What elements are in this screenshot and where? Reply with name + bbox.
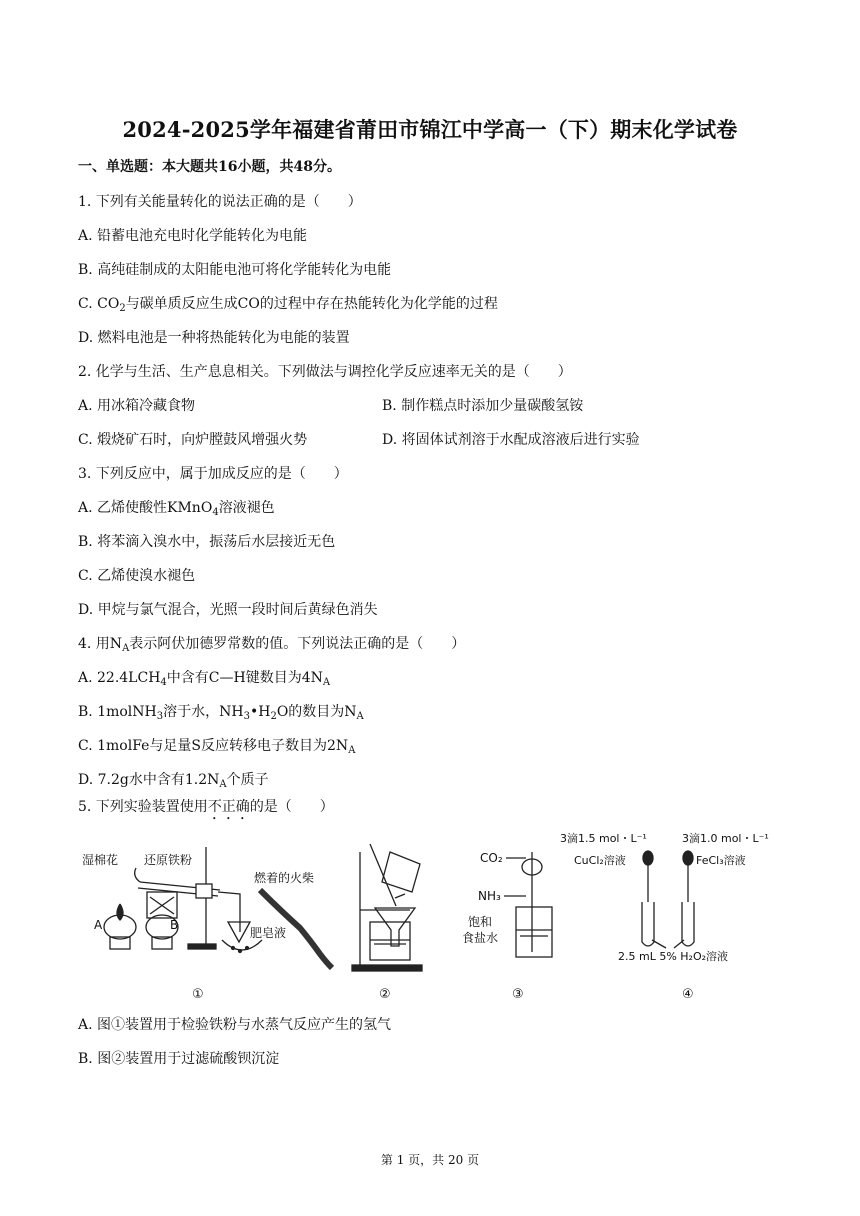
q2-option-c: C. 煅烧矿石时，向炉膛鼓风增强火势	[78, 432, 308, 448]
page-title: 2024-2025学年福建省莆田市锦江中学高一（下）期末化学试卷	[122, 117, 738, 142]
q4-option-c: C. 1molFe与足量S反应转移电子数目为$2N_A$	[78, 738, 356, 756]
fig-num-4: ④	[682, 987, 694, 1002]
apparatus-1	[82, 847, 332, 1002]
q5-apparatus-figure	[70, 822, 790, 1007]
label-h2o2: 2.5 mL 5% H₂O₂溶液	[618, 950, 729, 963]
q5-option-b: B. 图②装置用于过滤硫酸钡沉淀	[78, 1051, 280, 1067]
q4-option-a: A. $22.4LCH_4$中含有C—H键数目为$4N_A$	[78, 670, 331, 688]
q4-stem: 4. 用$N_A$表示阿伏加德罗常数的值。下列说法正确的是（ ）	[78, 636, 466, 654]
label-match: 燃着的火柴	[254, 871, 315, 885]
label-soap: 肥皂液	[250, 926, 287, 940]
label-cucl2: CuCl₂溶液	[574, 854, 626, 867]
q1-option-d: D. 燃料电池是一种将热能转化为电能的装置	[78, 330, 350, 346]
q3-option-b: B. 将苯滴入溴水中，振荡后水层接近无色	[78, 534, 336, 550]
q3-option-a: A. 乙烯使酸性KMnO$_4$溶液褪色	[78, 500, 275, 518]
label-brine-2: 食盐水	[462, 931, 499, 945]
page-footer: 第 1 页，共 20 页	[380, 1153, 480, 1167]
fig-num-2: ②	[379, 987, 391, 1002]
q5-option-a: A. 图①装置用于检验铁粉与水蒸气反应产生的氢气	[78, 1017, 392, 1033]
q2-option-d: D. 将固体试剂溶于水配成溶液后进行实验	[382, 432, 640, 448]
q1-option-c: C. $CO_2$与碳单质反应生成CO的过程中存在热能转化为化学能的过程	[78, 296, 498, 314]
q1-option-a: A. 铅蓄电池充电时化学能转化为电能	[78, 228, 308, 244]
label-co2: CO₂	[480, 851, 503, 865]
label-b: B	[170, 918, 179, 932]
q1-option-b: B. 高纯硅制成的太阳能电池可将化学能转化为电能	[78, 262, 392, 278]
fig-num-3: ③	[512, 987, 524, 1002]
label-brine-1: 饱和	[468, 915, 493, 929]
q2-stem: 2. 化学与生活、生产息息相关。下列做法与调控化学反应速率无关的是（ ）	[78, 364, 572, 380]
label-wet-cotton: 湿棉花	[82, 853, 119, 867]
q3-option-d: D. 甲烷与氯气混合，光照一段时间后黄绿色消失	[78, 602, 378, 618]
q3-stem: 3. 下列反应中，属于加成反应的是（ ）	[78, 466, 348, 482]
q5-stem: 5. 下列实验装置使用不正确的是（ ）	[78, 799, 334, 815]
label-iron-powder: 还原铁粉	[144, 853, 193, 867]
q1-stem: 1. 下列有关能量转化的说法正确的是（ ）	[78, 194, 362, 210]
label-a: A	[94, 918, 103, 932]
q2-option-a: A. 用冰箱冷藏食物	[78, 398, 196, 414]
section-heading: 一、单选题：本大题共16小题，共48分。	[78, 159, 341, 175]
apparatus-3	[462, 851, 552, 1002]
apparatus-4	[560, 832, 769, 1002]
label-nh3: NH₃	[478, 889, 501, 903]
apparatus-2	[352, 844, 422, 1002]
q3-option-c: C. 乙烯使溴水褪色	[78, 568, 196, 584]
label-drop-2: 3滴1.0 mol・L⁻¹	[682, 832, 769, 845]
fig-num-1: ①	[192, 987, 204, 1002]
label-fecl3: FeCl₃溶液	[696, 854, 746, 867]
q4-option-d: D. 7.2g水中含有$1.2N_A$个质子	[78, 772, 269, 790]
label-drop-1: 3滴1.5 mol・L⁻¹	[560, 832, 647, 845]
q2-option-b: B. 制作糕点时添加少量碳酸氢铵	[382, 398, 584, 414]
q4-option-b: B. 1molNH$_3$溶于水，$NH_3•H_2O$的数目为$N_A$	[78, 704, 364, 722]
